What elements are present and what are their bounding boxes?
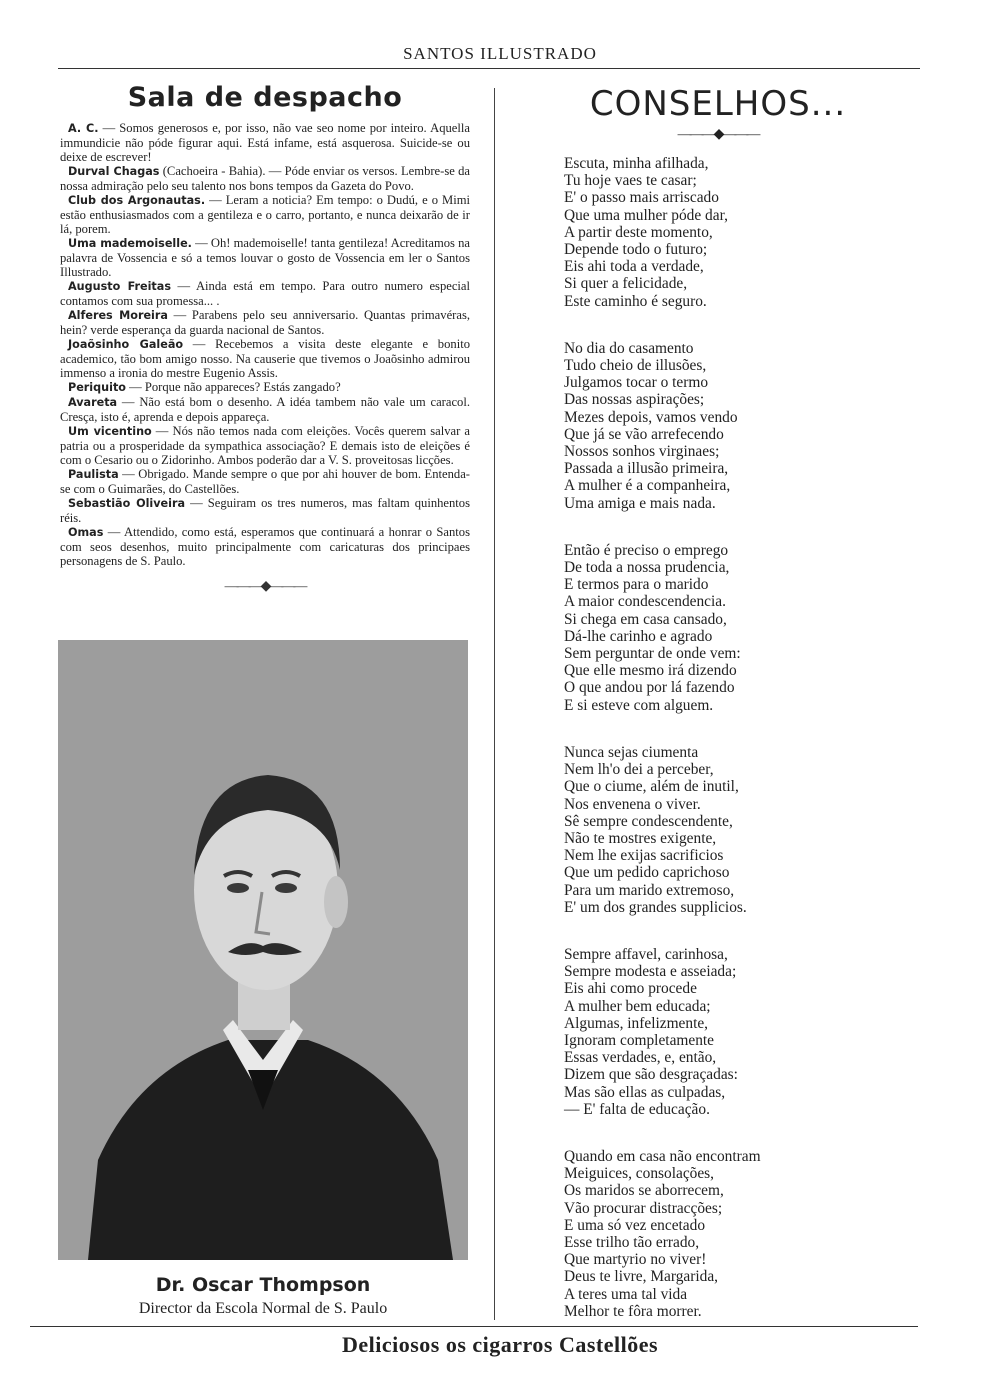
reply-text: — Attendido, como está, esperamos que continuará a honrar o Santos com seos desenhos, muito principalmente com caricaturas dos principaes personagens de S. Paulo. <box>60 525 470 568</box>
reply-entry <box>60 337 470 380</box>
poem-line: A mulher bem educada; <box>564 997 711 1015</box>
advert-line: Deliciosos os cigarros Castellões <box>341 1332 659 1357</box>
poem-line: Si chega em casa cansado, <box>564 610 727 628</box>
poem-stanza <box>564 946 918 1118</box>
reply-entry <box>60 467 470 496</box>
reply-addressee: Um vicentino <box>68 425 152 438</box>
reply-text: — Não está bom o desenho. A idéa tambem não vale um caracol. Cresça, isto é, aprenda e depois appareça. <box>60 395 470 424</box>
poem-line: Julgamos tocar o termo <box>564 374 709 392</box>
poem-line: Nem lh'o dei a perceber, <box>564 761 714 779</box>
poem-line: Que martyrio no viver! <box>564 1251 707 1269</box>
poem-line: Depende todo o futuro; <box>564 241 708 259</box>
poem-line: E termos para o marido <box>564 576 709 594</box>
sala-de-despacho-section <box>60 82 470 595</box>
poem-line: Escuta, minha afilhada, <box>564 155 709 172</box>
poem-line: Esse trilho tão errado, <box>564 1233 700 1251</box>
poem-stanza <box>564 542 918 714</box>
top-rule <box>58 68 920 69</box>
poem-line: E' um dos grandes supplicios. <box>564 898 747 916</box>
poem-line: Si quer a felicidade, <box>564 275 688 293</box>
poem-line: Os maridos se aborrecem, <box>564 1182 724 1200</box>
poem-line: Não te mostres exigente, <box>564 829 717 847</box>
reply-addressee: Alferes Moreira <box>68 309 168 322</box>
reply-text: — Recebemos a visita deste elegante e bonito academico, tão bom amigo nosso. Na causerie que tivemos o Joaõsinho admirou immenso a ironia do mestre Eugenio Assis. <box>60 337 470 380</box>
reply-addressee: Avareta <box>68 396 118 409</box>
poem-body <box>518 155 918 1320</box>
poem-line: Mas são ellas as culpadas, <box>564 1083 726 1101</box>
poem-line: Mezes depois, vamos vendo <box>564 408 738 426</box>
poem-title: CONSELHOS... <box>589 84 847 124</box>
poem-line: Sempre modesta e asseiada; <box>564 963 737 981</box>
reply-addressee: Club dos Argonautas. <box>68 194 206 207</box>
poem-line: Das nossas aspirações; <box>564 391 705 409</box>
reply-addressee: A. C. <box>68 122 99 135</box>
poem-line: — E' falta de educação. <box>564 1100 710 1118</box>
poem-line: E' o passo mais arriscado <box>564 189 719 207</box>
reply-addressee: Omas <box>68 526 104 539</box>
reply-entry <box>60 424 470 467</box>
reply-addressee: Sebastião Oliveira <box>68 497 186 510</box>
reply-addressee: Augusto Freitas <box>68 280 171 293</box>
poem-line: Deus te livre, Margarida, <box>564 1268 718 1286</box>
poem-line: Vão procurar distracções; <box>564 1199 723 1217</box>
reply-text: — Parabens pelo seu anniversario. Quantas primavéras, hein? verde esperança da guarda nacional de Santos. <box>60 308 470 337</box>
poem-line: O que andou por lá fazendo <box>564 679 735 697</box>
poem-line: Sempre affavel, carinhosa, <box>564 945 728 963</box>
reply-entry <box>60 279 470 308</box>
portrait-photo <box>58 640 468 1260</box>
reply-entry <box>60 121 470 164</box>
poem-line: Eis ahi como procede <box>564 980 697 998</box>
poem-line: Tu hoje vaes te casar; <box>564 172 697 190</box>
poem-line: Nunca sejas ciumenta <box>564 743 699 761</box>
poem-line: No dia do casamento <box>564 339 694 357</box>
portrait-illustration <box>58 640 468 1260</box>
reply-text: — Seguiram os tres numeros, mas faltam quinhentos réis. <box>60 496 470 525</box>
poem-line: Melhor te fôra morrer. <box>564 1302 702 1320</box>
poem-line: Para um marido extremoso, <box>564 881 735 899</box>
conselhos-section <box>518 84 918 1350</box>
poem-line: Algumas, infelizmente, <box>564 1014 709 1032</box>
poem-line: Este caminho é seguro. <box>564 292 707 310</box>
poem-line: Então é preciso o emprego <box>564 541 729 559</box>
poem-line: Sê sempre condescendente, <box>564 812 733 830</box>
poem-line: A maior condescendencia. <box>564 593 726 611</box>
poem-line: Que uma mulher póde dar, <box>564 206 728 224</box>
poem-line: Sem perguntar de onde vem: <box>564 645 741 663</box>
poem-line: Que um pedido caprichoso <box>564 864 730 882</box>
reply-text: — Leram a noticia? Em tempo: o Dudú, e o Mimi estão enthusiasmados com a gentileza e o carro, portanto, e nunca deixarão de ir lá, porem. <box>60 193 471 236</box>
poem-stanza <box>564 340 918 512</box>
reply-entry <box>60 380 470 395</box>
poem-line: A partir deste momento, <box>564 223 713 241</box>
portrait-caption-role: Director da Escola Normal de S. Paulo <box>138 1300 388 1317</box>
reply-text: — Somos generosos e, por isso, não vae seo nome por inteiro. Aquella immundicie não póde figurar aqui. Está infame, está asquerosa. Suicide-se ou deixe de escrever! <box>60 121 470 164</box>
poem-line: Tudo cheio de illusões, <box>564 357 707 375</box>
poem-ornament: ———◆——— <box>677 127 759 142</box>
bottom-rule <box>30 1326 918 1327</box>
reply-entry <box>60 236 470 279</box>
reply-entry <box>60 395 470 424</box>
replies-list <box>60 121 470 568</box>
poem-line: Que já se vão arrefecendo <box>564 425 724 443</box>
poem-line: Eis ahi toda a verdade, <box>564 258 704 276</box>
sala-title: Sala de despacho <box>127 82 403 113</box>
reply-addressee: Durval Chagas <box>68 165 160 178</box>
reply-text: — Obrigado. Mande sempre o que por ahi houver de bom. Entenda-se com o Guimarães, do Castellões. <box>60 467 470 496</box>
poem-line: De toda a nossa prudencia, <box>564 559 730 577</box>
reply-addressee: Periquito <box>68 381 126 394</box>
reply-entry <box>60 308 470 337</box>
reply-addressee: Uma mademoiselle. <box>68 237 192 250</box>
portrait-caption-name: Dr. Oscar Thompson <box>155 1274 371 1296</box>
poem-line: Dizem que são desgraçadas: <box>564 1066 738 1084</box>
reply-text: — Ainda está em tempo. Para outro numero especial contamos com sua promessa... . <box>60 279 471 308</box>
poem-line: Meiguices, consolações, <box>564 1165 715 1183</box>
poem-line: E uma só vez encetado <box>564 1216 706 1234</box>
column-divider <box>494 88 495 1320</box>
poem-stanza <box>564 744 918 916</box>
reply-entry <box>60 193 470 236</box>
poem-line: Nossos sonhos virginaes; <box>564 443 720 461</box>
reply-addressee: Paulista <box>68 468 119 481</box>
poem-line: Passada a illusão primeira, <box>564 460 729 478</box>
poem-stanza <box>564 155 918 310</box>
reply-text: — Porque não appareces? Estás zangado? <box>125 380 341 394</box>
reply-entry <box>60 525 470 568</box>
reply-entry <box>60 164 470 193</box>
poem-line: Que elle mesmo irá dizendo <box>564 662 737 680</box>
poem-line: Essas verdades, e, então, <box>564 1049 717 1067</box>
reply-text: (Cachoeira - Bahia). — Póde enviar os versos. Lembre-se da nossa admiração pelo seu talento nos bons tempos da Gazeta do Povo. <box>60 164 471 193</box>
poem-line: Uma amiga e mais nada. <box>564 494 716 512</box>
reply-addressee: Joaõsinho Galeão <box>68 338 184 351</box>
ornament-divider: ———◆——— <box>224 579 306 594</box>
poem-line: A teres uma tal vida <box>564 1285 688 1303</box>
poem-stanza <box>564 1148 918 1320</box>
poem-line: A mulher é a companheira, <box>564 477 731 495</box>
poem-line: Nem lhe exijas sacrificios <box>564 847 724 865</box>
poem-line: Que o ciume, além de inutil, <box>564 778 739 796</box>
poem-line: Nos envenena o viver. <box>564 795 701 813</box>
reply-text: — Nós não temos nada com eleições. Vocês querem salvar a patria ou a prosperidade da sympathica associação? E demais isto de eleições é com o Cesario ou o Zidorinho. Ambos poderão dar a V. S. proveitosas licções. <box>60 424 470 467</box>
reply-text: — Oh! mademoiselle! tanta gentileza! Acreditamos na palavra de Vossencia e só a temos louvar o gosto de Vossencia em ler o Santos Illustrado. <box>60 236 471 279</box>
poem-line: Ignoram completamente <box>564 1031 714 1049</box>
poem-line: E si esteve com alguem. <box>564 696 714 714</box>
reply-entry <box>60 496 470 525</box>
poem-line: Dá-lhe carinho e agrado <box>564 627 713 645</box>
poem-line: Quando em casa não encontram <box>564 1147 761 1165</box>
running-title: SANTOS ILLUSTRADO <box>403 44 597 63</box>
